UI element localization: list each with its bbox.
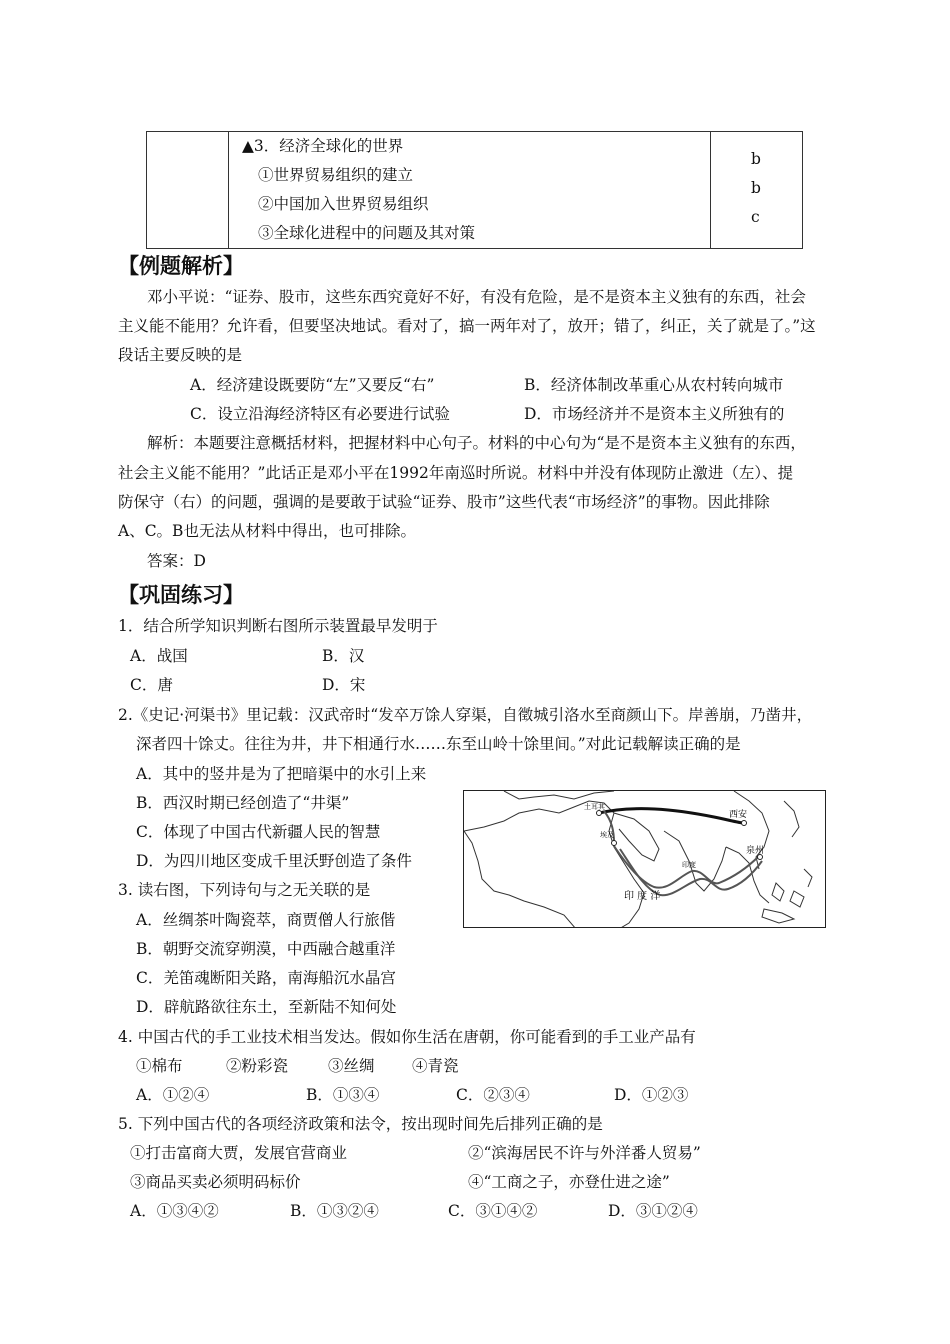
west-africa-coast bbox=[464, 831, 576, 928]
q5-item: ③商品买卖必须明码标价 bbox=[130, 1173, 301, 1191]
arabia-coast bbox=[614, 813, 659, 861]
q4-stem: 4. 中国古代的手工业技术相当发达。假如你生活在唐朝，你可能看到的手工业产品有 bbox=[118, 1028, 696, 1046]
island bbox=[762, 909, 794, 923]
label-indian-ocean: 印 度 洋 bbox=[624, 891, 661, 902]
island bbox=[772, 883, 784, 901]
q4-option: C．②③④ bbox=[456, 1086, 530, 1104]
example-question-line: 主义能不能用？允许看，但要坚决地试。看对了，搞一两年对了，放开；错了，纠正，关了就是了。”这 bbox=[118, 317, 816, 335]
table-divider bbox=[228, 132, 229, 248]
map-drawing bbox=[464, 791, 826, 928]
q4-item: ④青瓷 bbox=[412, 1057, 459, 1075]
q1-option: C．唐 bbox=[130, 676, 173, 694]
xian-marker bbox=[742, 821, 747, 826]
q2-option: B．西汉时期已经创造了“井渠” bbox=[136, 794, 350, 812]
example-question-line: 邓小平说：“证券、股市，这些东西究竟好不好，有没有危险，是不是资本主义独有的东西，社会 bbox=[147, 288, 806, 306]
example-option: B．经济体制改革重心从农村转向城市 bbox=[524, 376, 784, 394]
land-route bbox=[599, 809, 744, 823]
q1-stem: 1．结合所学知识判断右图所示装置最早发明于 bbox=[118, 617, 438, 635]
africa-coast bbox=[464, 801, 644, 928]
q5-option: D．③①②④ bbox=[608, 1202, 698, 1220]
table-topic-title: ▲3．经济全球化的世界 bbox=[242, 137, 404, 155]
turkey-marker bbox=[597, 811, 602, 816]
q1-option: A．战国 bbox=[130, 647, 188, 665]
example-option: A．经济建设既要防“左”又要反“右” bbox=[190, 376, 435, 394]
q5-item: ②“滨海居民不许与外洋番人贸易” bbox=[468, 1144, 701, 1162]
island bbox=[804, 869, 812, 887]
q4-option: B．①③④ bbox=[306, 1086, 380, 1104]
table-item: ③全球化进程中的问题及其对策 bbox=[258, 224, 476, 242]
q4-option: A．①②④ bbox=[136, 1086, 210, 1104]
table-level: b bbox=[751, 150, 761, 168]
q5-item: ①打击富商大贾，发展官营商业 bbox=[130, 1144, 348, 1162]
japan-island bbox=[784, 801, 799, 837]
label-india: 印度 bbox=[682, 861, 696, 869]
q1-option: B．汉 bbox=[322, 647, 365, 665]
q2-option: D．为四川地区变成千里沃野创造了条件 bbox=[136, 852, 412, 870]
q3-stem: 3. 读右图，下列诗句与之无关联的是 bbox=[118, 881, 371, 899]
q2-stem-line: 深者四十馀丈。往往为井，井下相通行水……东至山岭十馀里间。”对此记载解读正确的是 bbox=[136, 735, 741, 753]
q4-item: ②粉彩瓷 bbox=[226, 1057, 289, 1075]
label-quanzhou: 泉州 bbox=[746, 846, 765, 856]
table-item: ①世界贸易组织的建立 bbox=[258, 166, 414, 184]
table-level: b bbox=[751, 179, 761, 197]
table-level: c bbox=[751, 208, 760, 226]
answer-text: 答案：D bbox=[147, 552, 206, 570]
q2-option: A．其中的竖井是为了把暗渠中的水引上来 bbox=[136, 765, 427, 783]
analysis-line: 防保守（右）的问题，强调的是要敢于试验“证券、股市”这些代表“市场经济”的事物。因此排除 bbox=[118, 493, 770, 511]
q3-option: B．朝野交流穿朔漠，中西融合越重洋 bbox=[136, 940, 396, 958]
example-option: C．设立沿海经济特区有必要进行试验 bbox=[190, 405, 450, 423]
label-egypt: 埃及 bbox=[600, 831, 614, 839]
q5-option: A．①③④② bbox=[130, 1202, 219, 1220]
egypt-marker bbox=[612, 841, 617, 846]
example-question-line: 段话主要反映的是 bbox=[118, 346, 243, 364]
q3-option: C．羌笛魂断阳关路，南海船沉水晶宫 bbox=[136, 969, 396, 987]
q4-item: ③丝绸 bbox=[328, 1057, 375, 1075]
q4-item: ①棉布 bbox=[136, 1057, 183, 1075]
q5-option: B．①③②④ bbox=[290, 1202, 379, 1220]
analysis-line: 社会主义能不能用？”此话正是邓小平在1992年南巡时所说。材料中并没有体现防止激进（左）、提 bbox=[118, 464, 794, 482]
q2-option: C．体现了中国古代新疆人民的智慧 bbox=[136, 823, 381, 841]
q4-option: D．①②③ bbox=[614, 1086, 689, 1104]
label-xian: 西安 bbox=[729, 810, 748, 820]
q3-option: D．辟航路欲往东土，至新陆不知何处 bbox=[136, 998, 397, 1016]
china-coast bbox=[734, 791, 769, 869]
q1-option: D．宋 bbox=[322, 676, 366, 694]
table-item: ②中国加入世界贸易组织 bbox=[258, 195, 429, 213]
analysis-line: A、C。B也无法从材料中得出，也可排除。 bbox=[118, 522, 416, 540]
table-divider bbox=[710, 132, 711, 248]
q5-item: ④“工商之子，亦登仕进之途” bbox=[468, 1173, 670, 1191]
practice-heading: 【巩固练习】 bbox=[118, 583, 244, 607]
q2-stem-line: 2.《史记·河渠书》里记载：汉武帝时“发卒万馀人穿渠，自徵城引洛水至商颜山下。岸善崩，乃凿井， bbox=[118, 706, 813, 724]
q5-option: C．③①④② bbox=[448, 1202, 538, 1220]
q3-option: A．丝绸茶叶陶瓷萃，商贾僧人行旅偕 bbox=[136, 911, 396, 929]
analysis-line: 解析：本题要注意概括材料，把握材料中心句子。材料的中心句为“是不是资本主义独有的东西， bbox=[147, 434, 806, 452]
example-heading: 【例题解析】 bbox=[118, 254, 244, 278]
europe-coast bbox=[504, 791, 614, 799]
island bbox=[790, 891, 804, 907]
example-option: D．市场经济并不是资本主义所独有的 bbox=[524, 405, 785, 423]
label-turkey: 土耳其 bbox=[584, 803, 605, 811]
silk-road-map bbox=[463, 790, 826, 928]
q5-stem: 5. 下列中国古代的各项经济政策和法令，按出现时间先后排列正确的是 bbox=[118, 1115, 603, 1133]
